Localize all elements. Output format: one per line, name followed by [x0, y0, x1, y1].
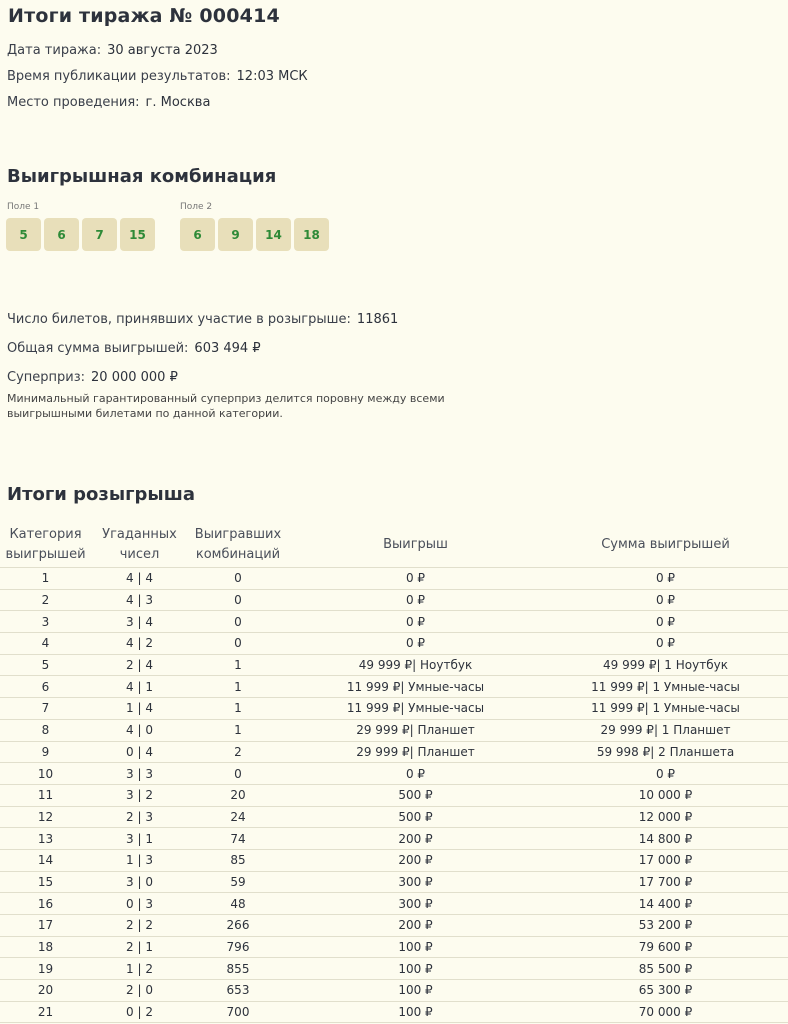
table-row — [0, 849, 788, 871]
category-cell: 16 — [0, 893, 91, 915]
prize-cell: 500 ₽ — [288, 784, 543, 806]
field1-label: Поле 1 — [7, 202, 40, 212]
winners-cell: 24 — [188, 806, 288, 828]
field2-label: Поле 2 — [180, 202, 213, 212]
guessed-cell: 4 | 4 — [91, 568, 188, 590]
total-cell: 0 ₽ — [543, 568, 788, 590]
total-cell: 0 ₽ — [543, 589, 788, 611]
total-cell: 85 500 ₽ — [543, 958, 788, 980]
winners-cell: 0 — [188, 763, 288, 785]
guessed-cell: 0 | 4 — [91, 741, 188, 763]
category-cell: 19 — [0, 958, 91, 980]
category-cell: 9 — [0, 741, 91, 763]
total-cell: 17 700 ₽ — [543, 871, 788, 893]
winners-cell: 74 — [188, 828, 288, 850]
prize-cell: 200 ₽ — [288, 849, 543, 871]
total-cell: 49 999 ₽| 1 Ноутбук — [543, 654, 788, 676]
tickets-line — [7, 312, 398, 327]
prize-cell: 300 ₽ — [288, 871, 543, 893]
total-cell: 59 998 ₽| 2 Планшета — [543, 741, 788, 763]
total-value: 603 494 ₽ — [194, 341, 261, 356]
guessed-cell: 2 | 1 — [91, 936, 188, 958]
ball: 15 — [120, 218, 155, 251]
total-cell: 0 ₽ — [543, 763, 788, 785]
guessed-cell: 3 | 0 — [91, 871, 188, 893]
total-cell: 17 000 ₽ — [543, 849, 788, 871]
winners-cell: 85 — [188, 849, 288, 871]
total-cell: 53 200 ₽ — [543, 915, 788, 937]
col-category: Категория выигрышей — [5, 527, 86, 562]
total-cell: 11 999 ₽| 1 Умные-часы — [543, 698, 788, 720]
guessed-cell: 4 | 2 — [91, 633, 188, 655]
ball: 14 — [256, 218, 291, 251]
guessed-cell: 4 | 3 — [91, 589, 188, 611]
table-row — [0, 589, 788, 611]
publish-time-label: Время публикации результатов: — [7, 69, 231, 84]
table-row — [0, 568, 788, 590]
total-cell: 12 000 ₽ — [543, 806, 788, 828]
guessed-cell: 0 | 3 — [91, 893, 188, 915]
prize-cell: 0 ₽ — [288, 589, 543, 611]
table-row — [0, 806, 788, 828]
category-cell: 21 — [0, 1001, 91, 1023]
category-cell: 2 — [0, 589, 91, 611]
place-label: Место проведения: — [7, 95, 140, 110]
total-cell: 79 600 ₽ — [543, 936, 788, 958]
guessed-cell: 2 | 4 — [91, 654, 188, 676]
category-cell: 13 — [0, 828, 91, 850]
draw-date-label: Дата тиража: — [7, 43, 102, 58]
page-title: Итоги тиража № 000414 — [8, 5, 280, 27]
prize-cell: 200 ₽ — [288, 828, 543, 850]
category-cell: 15 — [0, 871, 91, 893]
total-cell: 65 300 ₽ — [543, 980, 788, 1002]
prize-cell: 29 999 ₽| Планшет — [288, 719, 543, 741]
table-row — [0, 654, 788, 676]
superprize-value: 20 000 000 ₽ — [91, 370, 178, 385]
prize-cell: 300 ₽ — [288, 893, 543, 915]
col-winners: Выигравших комбинаций — [194, 527, 282, 562]
guessed-cell: 1 | 2 — [91, 958, 188, 980]
publish-time-value: 12:03 МСК — [236, 69, 308, 84]
prize-cell: 29 999 ₽| Планшет — [288, 741, 543, 763]
tickets-value: 11861 — [356, 312, 399, 327]
guessed-cell: 3 | 2 — [91, 784, 188, 806]
total-cell: 0 ₽ — [543, 611, 788, 633]
table-row — [0, 1001, 788, 1023]
guessed-cell: 0 | 2 — [91, 1001, 188, 1023]
guessed-cell: 4 | 1 — [91, 676, 188, 698]
prize-cell: 100 ₽ — [288, 958, 543, 980]
table-row — [0, 936, 788, 958]
guessed-cell: 2 | 0 — [91, 980, 188, 1002]
ball: 6 — [44, 218, 79, 251]
total-cell: 29 999 ₽| 1 Планшет — [543, 719, 788, 741]
table-row — [0, 698, 788, 720]
field2-balls — [180, 218, 329, 251]
total-line — [7, 341, 261, 356]
col-prize: Выигрыш — [383, 537, 448, 552]
total-cell: 70 000 ₽ — [543, 1001, 788, 1023]
table-row — [0, 763, 788, 785]
prize-cell: 500 ₽ — [288, 806, 543, 828]
winners-cell: 796 — [188, 936, 288, 958]
guessed-cell: 1 | 3 — [91, 849, 188, 871]
place-value: г. Москва — [145, 95, 211, 110]
winners-cell: 1 — [188, 698, 288, 720]
place-line — [7, 95, 210, 110]
winners-cell: 1 — [188, 676, 288, 698]
table-row — [0, 784, 788, 806]
category-cell: 11 — [0, 784, 91, 806]
col-guessed: Угаданных чисел — [102, 527, 177, 562]
category-cell: 14 — [0, 849, 91, 871]
ball: 7 — [82, 218, 117, 251]
category-cell: 1 — [0, 568, 91, 590]
table-row — [0, 676, 788, 698]
winners-cell: 653 — [188, 980, 288, 1002]
total-cell: 14 800 ₽ — [543, 828, 788, 850]
table-row — [0, 633, 788, 655]
table-row — [0, 871, 788, 893]
prize-cell: 0 ₽ — [288, 568, 543, 590]
category-cell: 7 — [0, 698, 91, 720]
field1-balls — [6, 218, 155, 251]
prize-cell: 100 ₽ — [288, 936, 543, 958]
winners-cell: 700 — [188, 1001, 288, 1023]
ball: 18 — [294, 218, 329, 251]
winners-cell: 59 — [188, 871, 288, 893]
superprize-note: Минимальный гарантированный суперприз делится поровну между всеми выигрышными билетами по данной категории. — [7, 392, 445, 420]
results-body — [0, 568, 788, 1023]
total-label: Общая сумма выигрышей: — [7, 341, 189, 356]
tickets-label: Число билетов, принявших участие в розыгрыше: — [7, 312, 351, 327]
total-cell: 11 999 ₽| 1 Умные-часы — [543, 676, 788, 698]
guessed-cell: 1 | 4 — [91, 698, 188, 720]
table-row — [0, 741, 788, 763]
total-cell: 14 400 ₽ — [543, 893, 788, 915]
guessed-cell: 4 | 0 — [91, 719, 188, 741]
ball: 5 — [6, 218, 41, 251]
guessed-cell: 3 | 1 — [91, 828, 188, 850]
superprize-label: Суперприз: — [7, 370, 86, 385]
draw-date-line — [7, 43, 218, 58]
category-cell: 12 — [0, 806, 91, 828]
winners-cell: 1 — [188, 719, 288, 741]
col-total: Сумма выигрышей — [601, 537, 730, 552]
winners-cell: 48 — [188, 893, 288, 915]
guessed-cell: 2 | 2 — [91, 915, 188, 937]
total-cell: 10 000 ₽ — [543, 784, 788, 806]
category-cell: 3 — [0, 611, 91, 633]
prize-cell: 0 ₽ — [288, 763, 543, 785]
category-cell: 4 — [0, 633, 91, 655]
winners-cell: 855 — [188, 958, 288, 980]
prize-cell: 200 ₽ — [288, 915, 543, 937]
prize-cell: 100 ₽ — [288, 980, 543, 1002]
category-cell: 10 — [0, 763, 91, 785]
guessed-cell: 3 | 4 — [91, 611, 188, 633]
table-row — [0, 958, 788, 980]
winners-cell: 0 — [188, 568, 288, 590]
table-row — [0, 980, 788, 1002]
winners-cell: 20 — [188, 784, 288, 806]
prize-cell: 11 999 ₽| Умные-часы — [288, 698, 543, 720]
category-cell: 20 — [0, 980, 91, 1002]
table-header-row — [0, 521, 788, 568]
draw-date-value: 30 августа 2023 — [107, 43, 218, 58]
winners-cell: 266 — [188, 915, 288, 937]
prize-cell: 0 ₽ — [288, 611, 543, 633]
winners-cell: 0 — [188, 633, 288, 655]
table-row — [0, 611, 788, 633]
winners-cell: 0 — [188, 611, 288, 633]
category-cell: 5 — [0, 654, 91, 676]
table-row — [0, 915, 788, 937]
results-heading: Итоги розыгрыша — [7, 484, 195, 505]
results-table — [0, 521, 788, 1023]
table-row — [0, 828, 788, 850]
guessed-cell: 2 | 3 — [91, 806, 188, 828]
publish-time-line — [7, 69, 308, 84]
prize-cell: 0 ₽ — [288, 633, 543, 655]
winners-cell: 2 — [188, 741, 288, 763]
ball: 6 — [180, 218, 215, 251]
prize-cell: 100 ₽ — [288, 1001, 543, 1023]
category-cell: 6 — [0, 676, 91, 698]
table-row — [0, 719, 788, 741]
prize-cell: 49 999 ₽| Ноутбук — [288, 654, 543, 676]
superprize-line — [7, 370, 178, 385]
combination-heading: Выигрышная комбинация — [7, 166, 277, 187]
winners-cell: 0 — [188, 589, 288, 611]
total-cell: 0 ₽ — [543, 633, 788, 655]
winners-cell: 1 — [188, 654, 288, 676]
guessed-cell: 3 | 3 — [91, 763, 188, 785]
prize-cell: 11 999 ₽| Умные-часы — [288, 676, 543, 698]
category-cell: 17 — [0, 915, 91, 937]
category-cell: 18 — [0, 936, 91, 958]
category-cell: 8 — [0, 719, 91, 741]
table-row — [0, 893, 788, 915]
ball: 9 — [218, 218, 253, 251]
